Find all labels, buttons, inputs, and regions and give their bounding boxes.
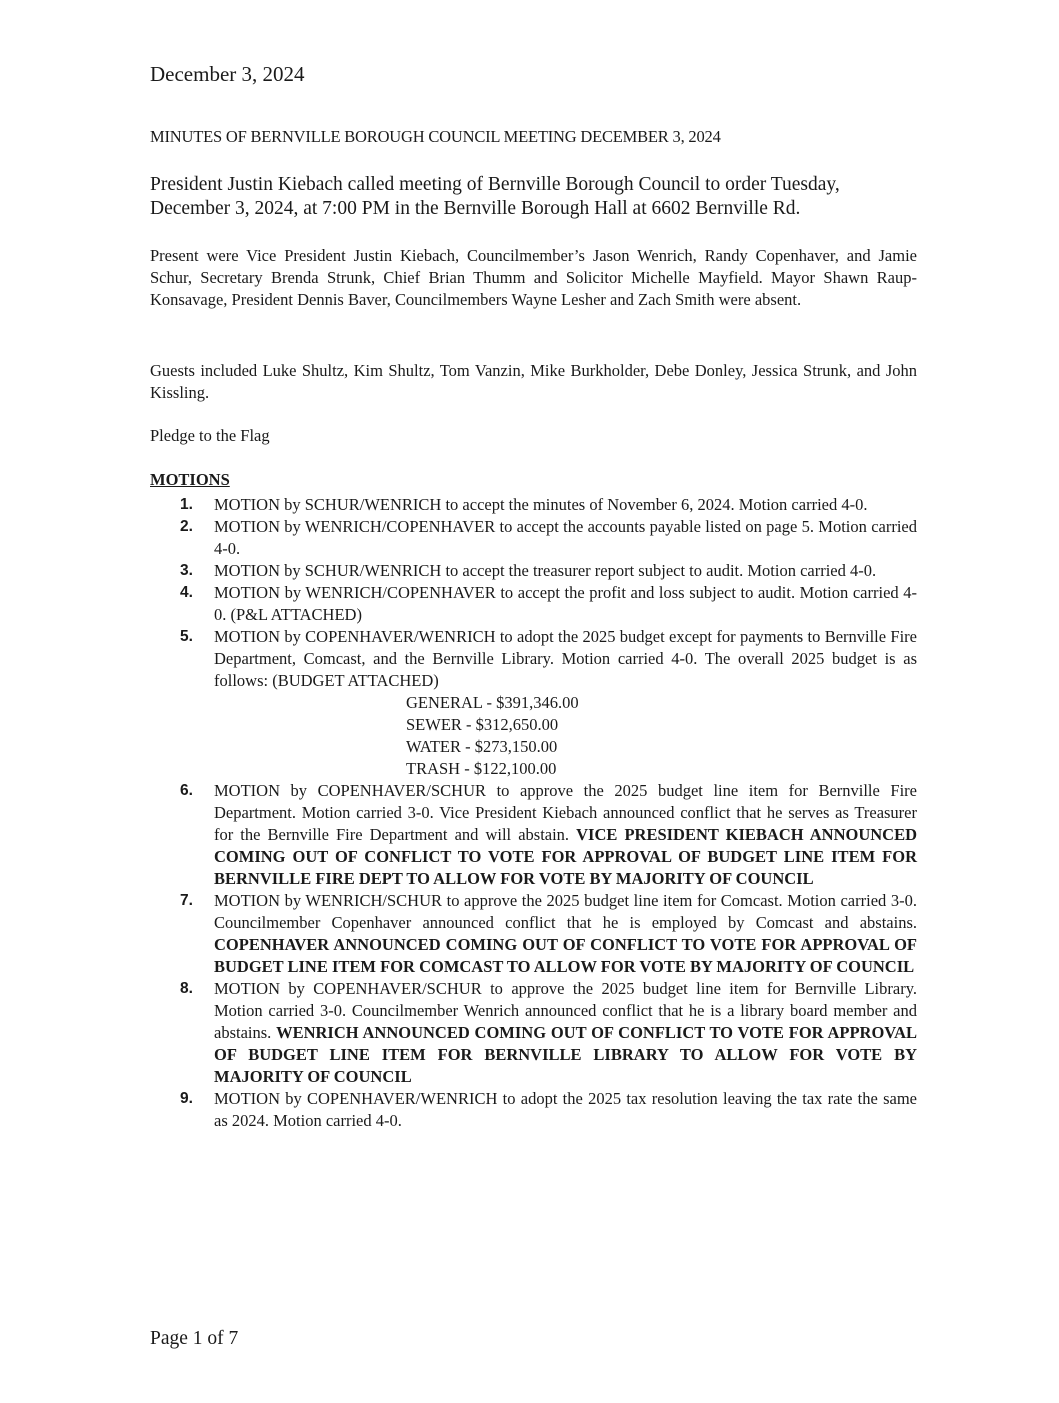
motion-number: 8. xyxy=(180,980,193,997)
budget-line-water: WATER - $273,150.00 xyxy=(406,737,558,756)
motion-text: MOTION by COPENHAVER/SCHUR to approve the 2025 budget line item for Bernville Fire Department. Motion carried 3-0. Vice President Kiebach announced conflict that he serves as Treasurer for the Bernville Fire Department and will abstain. xyxy=(214,781,917,844)
conflict-statement: WENRICH ANNOUNCED COMING OUT OF CONFLICT TO VOTE FOR APPROVAL OF BUDGET LINE ITEM FOR BERNVILLE LIBRARY TO ALLOW FOR VOTE BY MAJORITY OF COUNCIL xyxy=(214,1023,917,1086)
motion-item xyxy=(180,626,917,780)
motion-number: 5. xyxy=(180,628,193,645)
motion-text: MOTION by WENRICH/COPENHAVER to accept the accounts payable listed on page 5. Motion carried 4-0. xyxy=(214,517,917,558)
motion-item xyxy=(180,780,918,890)
motion-text: MOTION by COPENHAVER/WENRICH to adopt the 2025 tax resolution leaving the tax rate the same as 2024. Motion carried 4-0. xyxy=(214,1089,917,1130)
motion-number: 4. xyxy=(180,584,193,601)
motion-text: MOTION by COPENHAVER/SCHUR to approve the 2025 budget line item for Bernville Library. Motion carried 3-0. Councilmember Wenrich announced conflict that he is a library board member and abstains. xyxy=(214,979,917,1042)
motion-number: 7. xyxy=(180,892,193,909)
document-date: December 3, 2024 xyxy=(150,62,305,86)
motion-number: 3. xyxy=(180,562,193,579)
motion-item xyxy=(180,978,917,1088)
guests-paragraph: Guests included Luke Shultz, Kim Shultz, Tom Vanzin, Mike Burkholder, Debe Donley, Jessica Strunk, and John Kissling. xyxy=(150,361,917,402)
motion-text: MOTION by WENRICH/SCHUR to approve the 2025 budget line item for Comcast. Motion carried 3-0. Councilmember Copenhaver announced conflict that he is employed by Comcast and abstains. xyxy=(214,891,917,932)
motion-item xyxy=(180,560,917,582)
motion-number: 9. xyxy=(180,1090,193,1107)
motion-item xyxy=(180,582,917,626)
budget-line-general: GENERAL - $391,346.00 xyxy=(406,693,579,712)
motion-text: MOTION by SCHUR/WENRICH to accept the minutes of November 6, 2024. Motion carried 4-0. xyxy=(214,495,868,514)
budget-line-sewer: SEWER - $312,650.00 xyxy=(406,715,559,734)
motion-item xyxy=(180,1088,917,1132)
pledge-line: Pledge to the Flag xyxy=(150,426,270,445)
document-title: MINUTES OF BERNVILLE BOROUGH COUNCIL MEETING DECEMBER 3, 2024 xyxy=(150,127,721,146)
motion-number: 1. xyxy=(180,496,193,513)
motion-item xyxy=(180,516,917,560)
budget-breakdown xyxy=(214,692,917,780)
motion-item xyxy=(180,494,917,516)
motion-item xyxy=(180,890,917,978)
motion-text: MOTION by WENRICH/COPENHAVER to accept the profit and loss subject to audit. Motion carried 4-0. (P&L ATTACHED) xyxy=(214,583,917,624)
attendance-paragraph: Present were Vice President Justin Kiebach, Councilmember’s Jason Wenrich, Randy Copenhaver, and Jamie Schur, Secretary Brenda Strunk, Chief Brian Thumm and Solicitor Michelle Mayfield. Mayor Shawn Raup-Konsavage, President Dennis Baver, Councilmembers Wayne Lesher and Zach Smith were absent. xyxy=(150,246,917,309)
motions-list xyxy=(180,494,918,1132)
motion-text: MOTION by COPENHAVER/WENRICH to adopt the 2025 budget except for payments to Bernville Fire Department, Comcast, and the Bernville Library. Motion carried 4-0. The overall 2025 budget is as follows: (BUDGET ATTACHED) xyxy=(214,627,917,690)
intro-paragraph: President Justin Kiebach called meeting of Bernville Borough Council to order Tuesday, December 3, 2024, at 7:00 PM in the Bernville Borough Hall at 6602 Bernville Rd. xyxy=(150,174,840,219)
page-number: Page 1 of 7 xyxy=(150,1328,239,1349)
motion-number: 2. xyxy=(180,518,193,535)
budget-line-trash: TRASH - $122,100.00 xyxy=(406,759,557,778)
conflict-statement: COPENHAVER ANNOUNCED COMING OUT OF CONFLICT TO VOTE FOR APPROVAL OF BUDGET LINE ITEM FOR COMCAST TO ALLOW FOR VOTE BY MAJORITY OF COUNCIL xyxy=(214,935,917,976)
motion-number: 6. xyxy=(180,782,193,799)
conflict-statement: VICE PRESIDENT KIEBACH ANNOUNCED COMING OUT OF CONFLICT TO VOTE FOR APPROVAL OF BUDGET LINE ITEM FOR BERNVILLE FIRE DEPT TO ALLOW FOR VOTE BY MAJORITY OF COUNCIL xyxy=(214,825,918,888)
motion-text: MOTION by SCHUR/WENRICH to accept the treasurer report subject to audit. Motion carried 4-0. xyxy=(214,561,877,580)
motions-heading: MOTIONS xyxy=(150,470,230,489)
